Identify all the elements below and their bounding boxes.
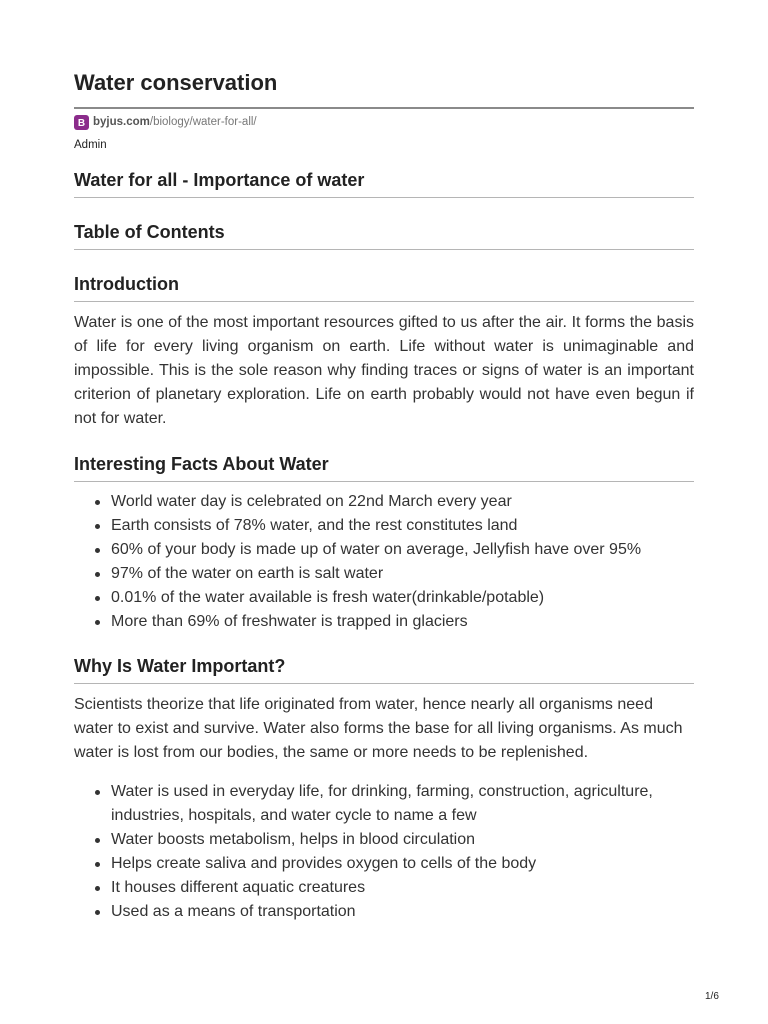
svg-text:B: B bbox=[77, 117, 86, 128]
intro-paragraph: Water is one of the most important resources gifted to us after the air. It forms the basis of life for every living organism on earth. Life without water is unimaginable and impossible. This is the sole reason why finding traces or signs of water is an important criterion of planetary exploration. Life on earth probably would not have even begun if not for water. bbox=[74, 314, 694, 427]
list-item: World water day is celebrated on 22nd March every year bbox=[74, 490, 694, 514]
list-item: Water is used in everyday life, for drinking, farming, construction, agriculture, industries, hospitals, and water cycle to name a few bbox=[74, 780, 694, 828]
list-item: Used as a means of transportation bbox=[74, 900, 694, 924]
list-item: 0.01% of the water available is fresh water(drinkable/potable) bbox=[74, 586, 694, 610]
list-item: Earth consists of 78% water, and the rest constitutes land bbox=[74, 514, 694, 538]
document-title: Water conservation bbox=[74, 70, 278, 95]
intro-heading: Introduction bbox=[74, 274, 694, 302]
list-item: More than 69% of freshwater is trapped in glaciers bbox=[74, 610, 694, 634]
source-link[interactable] bbox=[74, 113, 257, 131]
list-item: Water boosts metabolism, helps in blood circulation bbox=[74, 828, 694, 852]
byjus-logo-icon bbox=[74, 115, 89, 130]
page-number: 1/6 bbox=[705, 991, 719, 1002]
toc-heading: Table of Contents bbox=[74, 222, 694, 250]
why-heading: Why Is Water Important? bbox=[74, 656, 694, 684]
why-paragraph: Scientists theorize that life originated from water, hence nearly all organisms need water to exist and survive. Water also forms the base for all living organisms. As much water is lost from our bodies, the same or more needs to be replenished. bbox=[74, 696, 683, 761]
author-name: Admin bbox=[74, 139, 107, 151]
title-divider bbox=[74, 107, 694, 109]
list-item: 60% of your body is made up of water on average, Jellyfish have over 95% bbox=[74, 538, 694, 562]
list-item: It houses different aquatic creatures bbox=[74, 876, 694, 900]
facts-heading: Interesting Facts About Water bbox=[74, 454, 694, 482]
main-heading: Water for all - Importance of water bbox=[74, 170, 694, 198]
list-item: Helps create saliva and provides oxygen to cells of the body bbox=[74, 852, 694, 876]
uses-list bbox=[74, 780, 694, 924]
facts-list bbox=[74, 490, 694, 634]
source-domain: byjus.com bbox=[93, 116, 150, 128]
list-item: 97% of the water on earth is salt water bbox=[74, 562, 694, 586]
source-path: /biology/water-for-all/ bbox=[149, 116, 257, 128]
